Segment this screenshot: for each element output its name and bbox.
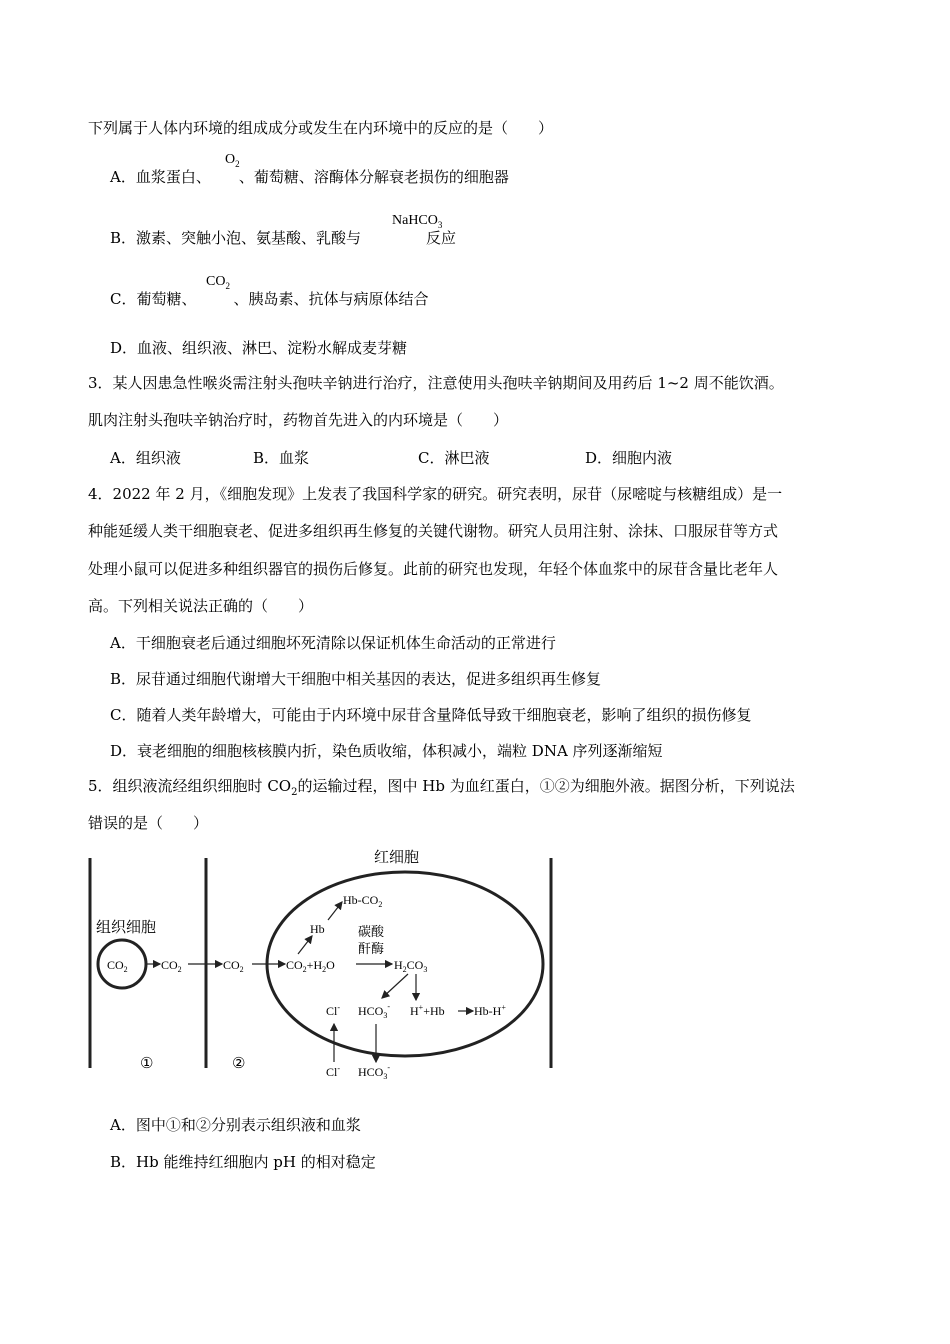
arrow-to-hco3 xyxy=(382,974,408,998)
q2-b-formula xyxy=(392,213,442,230)
q2-c-formula xyxy=(206,274,230,291)
nahco3-text: NaHCO xyxy=(392,213,438,228)
q3-option-b: B．血浆 xyxy=(253,449,310,467)
q2-option-d: D．血液、组织液、淋巴、淀粉水解成麦芽糖 xyxy=(110,339,408,357)
q3-option-a: A．组织液 xyxy=(110,449,181,467)
q3-option-c: C．淋巴液 xyxy=(418,449,490,467)
q4-option-b: B．尿苷通过细胞代谢增大干细胞中相关基因的表达，促进多组织再生修复 xyxy=(110,670,602,688)
nahco3-sub: 3 xyxy=(437,219,443,230)
q4-option-c: C．随着人类年龄增大，可能由于内环境中尿苷含量降低导致干细胞衰老，影响了组织的损伤修复 xyxy=(110,706,752,724)
o2-text: O xyxy=(225,152,236,167)
co2-in-cell: $CO_2$ xyxy=(107,958,128,974)
q5-line2: 错误的是（ ） xyxy=(88,814,209,832)
h2co3: $H_2CO_3$ xyxy=(394,958,428,974)
q5-option-a: A．图中①和②分别表示组织液和血浆 xyxy=(110,1116,361,1134)
q2-c-post: 、胰岛素、抗体与病原体结合 xyxy=(233,290,429,308)
q4-option-d: D．衰老细胞的细胞核核膜内折，染色质收缩，体积减小，端粒 DNA 序列逐渐缩短 xyxy=(110,742,663,760)
co2-sub: 2 xyxy=(225,280,230,291)
q2-option-c xyxy=(110,289,429,309)
q5-line1-post: 的运输过程，图中 Hb 为血红蛋白，①②为细胞外液。据图分析，下列说法 xyxy=(297,777,795,795)
co2-h2o: $CO_2+H_2O$ xyxy=(286,958,335,974)
cl-outside: Cl- xyxy=(326,1064,341,1079)
q2-b-pre: B．激素、突触小泡、氨基酸、乳酸与 xyxy=(110,229,362,247)
q4-line4: 高。下列相关说法正确的（ ） xyxy=(88,597,314,615)
tissue-cell-label: 组织细胞 xyxy=(96,920,157,936)
hb-h: Hb-H+ xyxy=(474,1003,506,1018)
q3-option-d: D．细胞内液 xyxy=(585,449,673,467)
q4-line1: 4．2022 年 2 月，《细胞发现》上发表了我国科学家的研究。研究表明，尿苷（尿嘧啶与核糖组成）是一 xyxy=(88,485,783,503)
arrow-to-hbco2 xyxy=(328,902,342,920)
q4-line3: 处理小鼠可以促进多种组织器官的损伤后修复。此前的研究也发现，年轻个体血浆中的尿苷含量比老年人 xyxy=(88,560,779,578)
hco3-outside: $HCO_3^-$ xyxy=(358,1063,391,1081)
label-circle-2: ② xyxy=(232,1056,246,1072)
q5-line1-sub: 2 xyxy=(291,787,298,798)
q5-line1-pre: 5．组织液流经组织细胞时 CO xyxy=(88,777,292,795)
q3-line1: 3．某人因患急性喉炎需注射头孢呋辛钠进行治疗，注意使用头孢呋辛钠期间及用药后 1~2 周不能饮酒。 xyxy=(88,374,784,392)
q2-option-a xyxy=(110,167,509,187)
q5-option-b: B．Hb 能维持红细胞内 pH 的相对稳定 xyxy=(110,1153,376,1171)
label-circle-1: ① xyxy=(140,1056,154,1072)
q3-line2: 肌肉注射头孢呋辛钠治疗时，药物首先进入的内环境是（ ） xyxy=(88,411,509,429)
q2-option-b xyxy=(110,228,456,248)
co2-fluid-1: $CO_2$ xyxy=(161,958,182,974)
q5-line1 xyxy=(88,776,795,803)
q4-line2: 种能延缓人类干细胞衰老、促进多组织再生修复的关键代谢物。研究人员用注射、涂抹、口服尿苷等方式 xyxy=(88,522,779,540)
co2-fluid-2: $CO_2$ xyxy=(223,958,244,974)
enzyme-label-1: 碳酸 xyxy=(358,924,385,939)
enzyme-label-2: 酐酶 xyxy=(358,941,385,956)
o2-sub: 2 xyxy=(235,158,240,169)
co2-text: CO xyxy=(206,274,226,289)
q4-option-a: A．干细胞衰老后通过细胞坏死清除以保证机体生命活动的正常进行 xyxy=(110,634,556,652)
q2-a-pre: A．血浆蛋白、 xyxy=(110,168,211,186)
co2-transport-diagram xyxy=(80,840,570,1085)
hb-co2: $Hb-CO_2$ xyxy=(343,893,383,909)
rbc-label: 红细胞 xyxy=(374,850,420,866)
q2-stem: 下列属于人体内环境的组成成分或发生在内环境中的反应的是（ ） xyxy=(88,119,554,137)
cl-inside: Cl- xyxy=(326,1003,341,1018)
q2-a-formula xyxy=(225,152,240,169)
q2-a-post: 、葡萄糖、溶酶体分解衰老损伤的细胞器 xyxy=(238,168,509,186)
arrow-to-hb xyxy=(298,936,312,954)
h-hb-reaction: H++Hb xyxy=(410,1003,445,1018)
q2-b-post: 反应 xyxy=(426,229,457,247)
hb: Hb xyxy=(310,922,325,936)
hco3-inside: $HCO_3^-$ xyxy=(358,1002,391,1020)
q2-c-pre: C．葡萄糖、 xyxy=(110,290,197,308)
